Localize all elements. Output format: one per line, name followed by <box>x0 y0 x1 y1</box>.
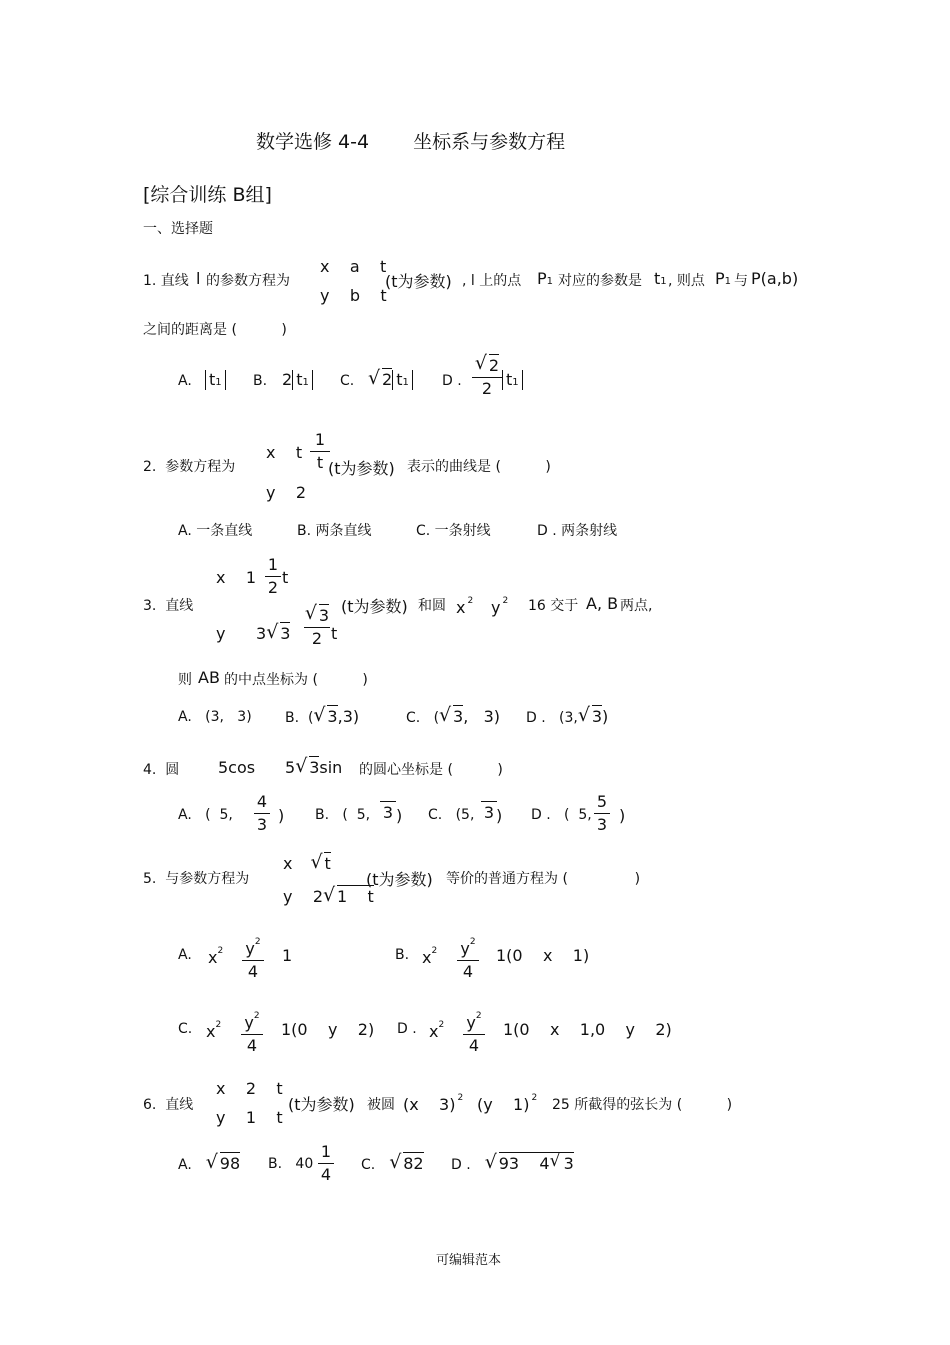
q5-c-y-sq: 2 <box>253 1011 260 1021</box>
q2-frac-den: t <box>316 453 324 472</box>
q1-text4: , 则点 <box>668 273 705 289</box>
q3-fx-den: 2 <box>267 578 279 597</box>
q6-option-c: C. √ 82 <box>361 1151 424 1173</box>
q1-option-c-label: C. <box>340 373 355 389</box>
title-right: 坐标系与参数方程 <box>413 131 566 153</box>
q6-a-label: A. <box>178 1157 192 1173</box>
q5-a-x <box>208 946 223 967</box>
q4-d-tail: ) <box>619 806 626 825</box>
q6-text1: 被圆 <box>367 1097 395 1113</box>
q1-sys-y: y b t <box>320 286 387 305</box>
q1-sys-x: x a t <box>320 257 387 276</box>
q3-d-label: D . (3, <box>526 710 578 726</box>
q3-y-sq: 2 <box>502 596 509 606</box>
q6-option-b-label: B. 40 <box>268 1156 314 1172</box>
q2-sys-x: x t <box>266 443 303 462</box>
q1-b-sub: 1 <box>302 377 309 388</box>
q4-b-frac <box>380 800 396 823</box>
q6-param: (t为参数) <box>288 1095 355 1114</box>
q1-d-num: 2 <box>488 356 500 375</box>
q4-e3: sin <box>319 758 343 777</box>
q4-option-b-label: B. ( 5, <box>315 807 371 823</box>
q3-ab: A, B <box>586 594 619 613</box>
q5-d-y-sq: 2 <box>475 1011 482 1021</box>
q5-a-x-sq: 2 <box>217 946 224 956</box>
q6-d-rad1: 93 4 <box>498 1154 550 1173</box>
q1-text3: 对应的参数是 <box>558 273 642 289</box>
q3-param: (t为参数) <box>341 597 408 616</box>
q3-d-tail: ) <box>602 707 609 726</box>
title-left: 数学选修 4-4 <box>256 131 370 153</box>
q4-e1: 5cos <box>218 758 256 777</box>
q5-a-y-sq: 2 <box>254 937 261 947</box>
q5-d-x <box>429 1020 444 1041</box>
q5-c-tail: 1(0 y 2) <box>281 1020 375 1039</box>
q5-b-y-sq: 2 <box>469 937 476 947</box>
q4-option-d-label: D . ( 5, <box>531 807 592 823</box>
q5-sys-y: y 2 √ 1 t <box>283 884 374 906</box>
q5-d-y: y <box>466 1013 476 1032</box>
q6-option-d: D . √ 93 4 √ 3 <box>451 1151 574 1173</box>
q3-b-tail: ,3) <box>337 707 360 726</box>
q3-x-sq: 2 <box>467 596 474 606</box>
q3-fy: √ 3 2 <box>304 602 330 648</box>
q6-c1-sq: 2 <box>457 1093 464 1103</box>
q5-option-b-label: B. <box>395 947 410 963</box>
q4-b-tail: ) <box>396 806 403 825</box>
q5-c-y: y <box>244 1013 254 1032</box>
q3-line2-ab: AB <box>198 668 220 687</box>
q3-fy-den: 2 <box>311 629 323 648</box>
q3-sys-y: y <box>216 624 226 643</box>
q2-frac-num: 1 <box>314 430 326 449</box>
q2-param: (t为参数) <box>328 459 395 478</box>
q3-text1: 和圆 <box>418 598 446 614</box>
q3-b-label: B. ( <box>285 710 314 726</box>
q4-c-tail: ) <box>496 806 503 825</box>
q5-c-x-sq: 2 <box>215 1020 222 1030</box>
q5-sys-x: x √ t <box>283 851 331 873</box>
q3-b-rad: 3 <box>327 707 338 726</box>
q1-mid: 的参数方程为 <box>206 273 290 289</box>
q5-b-x-sq: 2 <box>431 946 438 956</box>
q3-c-label: C. ( <box>406 710 440 726</box>
q6-d-rad2: 3 <box>563 1154 574 1173</box>
q4-e2-coef: 5 <box>285 758 296 777</box>
q2-option-c: C. 一条射线 <box>416 523 491 539</box>
q5-d-x-sq: 2 <box>438 1020 445 1030</box>
q1-b-t: t <box>296 370 303 389</box>
q6-option-a: A. √ 98 <box>178 1151 241 1173</box>
q6-c1 <box>403 1093 463 1114</box>
q2-sys-y: y 2 <box>266 483 306 502</box>
q3-option-d: D . (3, √ 3) <box>526 704 609 726</box>
q5-option-a-label: A. <box>178 947 192 963</box>
q2-frac <box>310 430 330 473</box>
q4-d-frac <box>594 792 610 835</box>
q4-a-tail: ) <box>278 806 285 825</box>
q3-text3: 两点, <box>620 598 653 614</box>
q6-d-rad: 93 4 √ 3 <box>498 1151 574 1173</box>
q1-a-sub: 1 <box>215 377 222 388</box>
q5-d-x-letter: x <box>429 1022 439 1041</box>
q6-c2-text: (y 1) <box>477 1095 530 1114</box>
q1-t1 <box>654 269 667 288</box>
q4-c-den: 3 <box>483 803 495 822</box>
q3-fx <box>265 555 281 598</box>
q3-y-rad: 3 <box>280 624 291 643</box>
q1-b-coef: 2 <box>282 370 293 389</box>
q3-lead: 3. 直线 <box>143 598 194 614</box>
q1-option-b-value <box>282 370 313 390</box>
q1-p1-letter: P <box>537 269 547 288</box>
q1-d-den: 2 <box>481 379 493 398</box>
page-title <box>256 127 565 154</box>
q3-d-rad: 3 <box>591 707 603 726</box>
q4-a-den: 3 <box>256 815 268 834</box>
q1-param: (t为参数) <box>385 272 452 291</box>
q5-x-letter: x <box>283 854 293 873</box>
q3-fy-t: t <box>331 624 338 643</box>
q5-a-frac <box>242 932 264 982</box>
q4-option-c-label: C. (5, <box>428 807 475 823</box>
q6-b-num: 1 <box>320 1142 332 1161</box>
q5-d-tail: 1(0 x 1,0 y 2) <box>503 1020 672 1039</box>
q3-fy-rad: 3 <box>318 606 330 625</box>
q5-c-frac <box>241 1006 263 1056</box>
q1-l: l <box>196 269 201 288</box>
q1-t1-letter: t <box>654 269 661 288</box>
q6-b-frac <box>318 1142 334 1185</box>
q1-text2: , l 上的点 <box>462 273 522 289</box>
q6-c2-sq: 2 <box>531 1093 538 1103</box>
q6-a-rad: 98 <box>219 1154 241 1173</box>
q2-option-b: B. 两条直线 <box>297 523 372 539</box>
q2-option-a: A. 一条直线 <box>178 523 253 539</box>
q3-c-rad: 3 <box>453 707 464 726</box>
part-heading: 一、选择题 <box>143 221 213 237</box>
section-heading: [综合训练 B组] <box>143 184 272 206</box>
q2-lead: 2. 参数方程为 <box>143 459 236 475</box>
q1-text5: 与 <box>734 273 748 289</box>
footer-text: 可编辑范本 <box>436 1253 502 1268</box>
q4-d-num: 5 <box>596 792 608 811</box>
q3-c-tail: , 3) <box>463 707 500 726</box>
q3-y <box>491 596 508 617</box>
q5-c-x-letter: x <box>206 1022 216 1041</box>
q1-p1b-sub: 1 <box>724 276 732 287</box>
q6-text2: 25 所截得的弦长为 ( ) <box>552 1097 733 1113</box>
q1-c-sub: 1 <box>402 377 409 388</box>
q1-c-rad: 2 <box>382 370 393 389</box>
q5-b-tail: 1(0 x 1) <box>496 946 590 965</box>
q5-a-tail: 1 <box>282 946 293 965</box>
q5-c-den: 4 <box>246 1036 258 1055</box>
q3-line2a: 则 <box>178 672 192 688</box>
q1-d-abs <box>502 370 523 390</box>
q5-option-c-label: C. <box>178 1021 193 1037</box>
q5-x-rad: t <box>324 854 331 873</box>
q3-text2: 16 交于 <box>528 598 579 614</box>
q1-lead: 1. 直线 <box>143 273 189 289</box>
q3-x-letter: x <box>456 598 466 617</box>
q5-lead: 5. 与参数方程为 <box>143 871 250 887</box>
q6-sys-y: y 1 t <box>216 1108 283 1127</box>
q6-c2 <box>477 1093 537 1114</box>
q3-y-letter: y <box>491 598 501 617</box>
q3-sys-y-val: 3 √ 3 <box>256 621 291 643</box>
q1-d-frac: √ 2 2 <box>472 356 502 399</box>
q4-a-frac <box>254 792 270 835</box>
q3-option-a: A. (3, 3) <box>178 709 252 725</box>
q1-option-d-label: D . <box>442 373 462 389</box>
q6-sys-x: x 2 t <box>216 1079 283 1098</box>
q1-p1 <box>537 269 553 288</box>
q1-option-a-label: A. <box>178 373 192 389</box>
q5-d-den: 4 <box>468 1036 480 1055</box>
q5-y-text: y 2 <box>283 887 323 906</box>
q3-x <box>456 596 473 617</box>
q5-c-x <box>206 1020 221 1041</box>
q6-b-den: 4 <box>320 1165 332 1184</box>
q4-text: 的圆心坐标是 ( ) <box>359 762 503 778</box>
q6-d-label: D . <box>451 1157 471 1173</box>
q5-b-frac <box>457 932 479 982</box>
q1-p1-sub: 1 <box>546 276 554 287</box>
q5-option-d-label: D . <box>397 1021 417 1037</box>
q1-d-sub: 1 <box>512 377 519 388</box>
q1-a-t: t <box>209 370 216 389</box>
q1-c-t: t <box>396 370 403 389</box>
q3-fx-num: 1 <box>267 555 279 574</box>
q3-line2b: 的中点坐标为 ( ) <box>224 672 368 688</box>
q6-lead: 6. 直线 <box>143 1097 194 1113</box>
q5-b-x <box>422 946 437 967</box>
q6-c1-text: (x 3) <box>403 1095 456 1114</box>
q5-a-y: y <box>245 939 255 958</box>
q4-option-a-label: A. ( 5, <box>178 807 233 823</box>
q1-line2: 之间的距离是 ( ) <box>143 322 287 338</box>
q1-option-b-label: B. <box>253 373 268 389</box>
q4-a-num: 4 <box>256 792 268 811</box>
q6-c-rad: 82 <box>403 1154 424 1173</box>
q4-b-den: 3 <box>382 803 394 822</box>
q1-pab: P(a,b) <box>751 269 799 288</box>
q3-y-coef: 3 <box>256 624 267 643</box>
q1-t1-sub: 1 <box>660 276 667 287</box>
q1-p1b <box>715 269 731 288</box>
q2-text: 表示的曲线是 ( ) <box>407 459 551 475</box>
q4-e2: 5 √ 3sin <box>285 755 343 777</box>
q5-b-y: y <box>460 939 470 958</box>
q5-b-den: 4 <box>462 962 474 981</box>
q3-option-b: B. ( √ 3,3) <box>285 704 360 726</box>
q1-d-t: t <box>506 370 513 389</box>
q1-option-a-value <box>205 370 226 390</box>
q5-param: (t为参数) <box>366 870 433 889</box>
q4-d-den: 3 <box>596 815 608 834</box>
q5-text: 等价的普通方程为 ( ) <box>446 871 641 887</box>
q5-y-rad: 1 t <box>337 887 374 906</box>
q6-c-label: C. <box>361 1157 376 1173</box>
q4-e-rad: 3 <box>309 758 320 777</box>
q5-a-x-letter: x <box>208 948 218 967</box>
q5-b-x-letter: x <box>422 948 432 967</box>
q3-sys-x: x 1 <box>216 568 256 587</box>
q3-option-c: C. ( √ 3, 3) <box>406 704 500 726</box>
q4-lead: 4. 圆 <box>143 762 180 778</box>
q5-d-frac <box>463 1006 485 1056</box>
q4-c-frac <box>481 800 497 823</box>
q1-option-c-value: √ 2 t1 <box>368 370 413 390</box>
q3-fx-t: t <box>282 568 289 587</box>
q2-option-d: D . 两条射线 <box>537 523 618 539</box>
q1-p1b-letter: P <box>715 269 725 288</box>
q5-a-den: 4 <box>247 962 259 981</box>
